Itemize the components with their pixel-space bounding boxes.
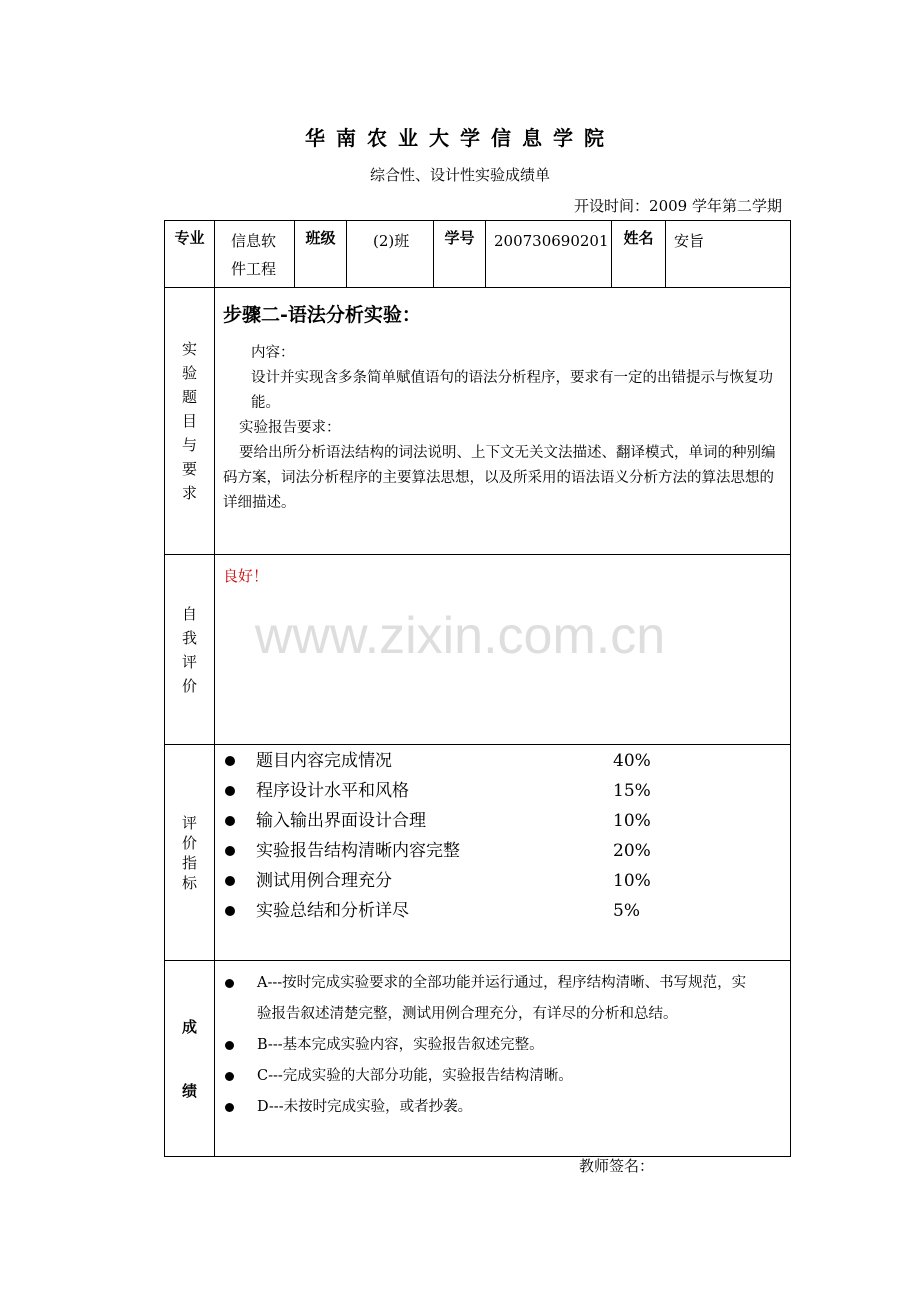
name-value: 安旨 xyxy=(666,221,791,288)
grade-item: D---未按时完成实验，或者抄袭。 xyxy=(215,1092,750,1123)
open-time: 开设时间：2009 学年第二学期 xyxy=(574,197,782,215)
criteria-item: 实验总结和分析详尽 5% xyxy=(215,896,790,926)
grade-content xyxy=(215,961,791,1157)
class-value: (2)班 xyxy=(347,221,434,288)
teacher-signature: 教师签名： xyxy=(579,1157,655,1175)
topic-label: 实 验 题 目 与 要 求 xyxy=(165,288,215,555)
bullet-icon xyxy=(225,876,235,886)
grade-item: C---完成实验的大部分功能，实验报告结构清晰。 xyxy=(215,1061,750,1092)
self-eval-content xyxy=(215,555,791,745)
major-label: 专业 xyxy=(165,221,215,288)
report-text: 要给出所分析语法结构的词法说明、上下文无关文法描述、翻译模式，单词的种别编码方案，词法分析程序的主要算法思想，以及所采用的语法语义分析方法的算法思想的详细描述。 xyxy=(223,445,776,511)
bullet-icon xyxy=(225,979,234,988)
topic-row xyxy=(165,288,791,555)
class-label: 班级 xyxy=(295,221,347,288)
major-value-line1: 信息软 xyxy=(231,232,277,250)
criteria-item: 实验报告结构清晰内容完整 20% xyxy=(215,836,790,866)
criteria-item: 输入输出界面设计合理 10% xyxy=(215,806,790,836)
bullet-icon xyxy=(225,816,235,826)
grade-item: A---按时完成实验要求的全部功能并运行通过，程序结构清晰、书写规范，实验报告叙述清楚完整，测试用例合理充分，有详尽的分析和总结。 xyxy=(215,968,750,1030)
bullet-icon xyxy=(225,906,235,916)
self-eval-label: 自 我 评 价 xyxy=(165,555,215,745)
bullet-icon xyxy=(225,786,235,796)
criteria-label: 评 价 指 标 xyxy=(165,745,215,961)
student-id-label: 学号 xyxy=(434,221,486,288)
criteria-content xyxy=(215,745,791,961)
self-eval-row xyxy=(165,555,791,745)
topic-content xyxy=(215,288,791,555)
bullet-icon xyxy=(225,756,235,766)
student-info-row xyxy=(165,221,791,288)
criteria-item: 程序设计水平和风格 15% xyxy=(215,776,790,806)
grade-item: B---基本完成实验内容，实验报告叙述完整。 xyxy=(215,1030,750,1061)
grade-list xyxy=(215,968,750,1123)
content-label: 内容： xyxy=(251,345,295,361)
criteria-row xyxy=(165,745,791,961)
bullet-icon xyxy=(225,1041,234,1050)
document-title: 华南农业大学信息学院 xyxy=(305,126,615,150)
grade-row xyxy=(165,961,791,1157)
criteria-item: 测试用例合理充分 10% xyxy=(215,866,790,896)
name-label: 姓名 xyxy=(612,221,666,288)
bullet-icon xyxy=(225,1072,234,1081)
bullet-icon xyxy=(225,846,235,856)
major-value xyxy=(215,221,295,288)
grade-sheet-table xyxy=(164,220,791,1157)
document-subtitle: 综合性、设计性实验成绩单 xyxy=(369,166,550,184)
content-text: 设计并实现含多条简单赋值语句的语法分析程序，要求有一定的出错提示与恢复功能。 xyxy=(251,370,773,411)
criteria-list xyxy=(215,746,790,926)
major-value-line2: 件工程 xyxy=(231,260,277,278)
step-title: 步骤二-语法分析实验： xyxy=(223,304,421,326)
student-id-value: 200730690201 xyxy=(486,221,612,288)
watermark: www.zixin.com.cn xyxy=(254,607,666,665)
bullet-icon xyxy=(225,1103,234,1112)
self-eval-text: 良好！ xyxy=(223,567,269,585)
criteria-item: 题目内容完成情况 40% xyxy=(215,746,790,776)
grade-label: 成 绩 xyxy=(165,961,215,1157)
report-label: 实验报告要求： xyxy=(239,420,341,436)
